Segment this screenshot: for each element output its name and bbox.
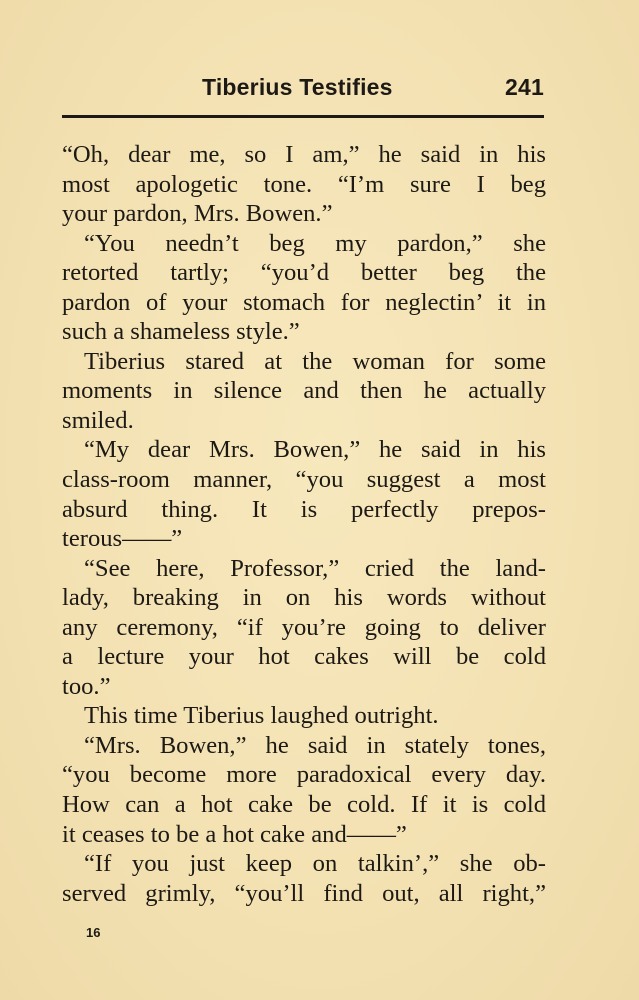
- text-line: any ceremony, “if you’re going to deliver: [62, 613, 546, 641]
- running-head: [62, 72, 544, 108]
- text-line: “Mrs. Bowen,” he said in stately tones,: [84, 731, 546, 759]
- text-line: most apologetic tone. “I’m sure I beg: [62, 170, 546, 198]
- header-rule: [62, 115, 544, 118]
- text-line: pardon of your stomach for neglectin’ it in: [62, 288, 546, 316]
- text-line: smiled.: [62, 406, 134, 434]
- text-line: This time Tiberius laughed outright.: [84, 702, 439, 730]
- text-line: moments in silence and then he actually: [62, 377, 546, 405]
- text-line: your pardon, Mrs. Bowen.”: [62, 200, 333, 228]
- text-line: it ceases to be a hot cake and——”: [62, 820, 407, 848]
- page-number: 241: [505, 74, 544, 100]
- text-line: retorted tartly; “you’d better beg the: [62, 259, 546, 287]
- text-line: absurd thing. It is perfectly prepos-: [62, 495, 546, 523]
- body-text: [62, 140, 546, 908]
- text-line: a lecture your hot cakes will be cold: [62, 643, 546, 671]
- signature-mark: 16: [86, 925, 101, 940]
- text-line: “you become more paradoxical every day.: [62, 761, 546, 789]
- text-line: lady, breaking in on his words without: [62, 584, 546, 612]
- text-line: terous——”: [62, 525, 183, 553]
- text-line: “You needn’t beg my pardon,” she: [84, 229, 546, 257]
- text-line: Tiberius stared at the woman for some: [84, 347, 546, 375]
- text-line: such a shameless style.”: [62, 318, 300, 346]
- text-line: “Oh, dear me, so I am,” he said in his: [62, 141, 546, 168]
- text-line: “My dear Mrs. Bowen,” he said in his: [84, 436, 546, 464]
- text-line: “See here, Professor,” cried the land-: [84, 554, 546, 582]
- text-line: “If you just keep on talkin’,” she ob-: [84, 850, 546, 878]
- text-line: class-room manner, “you suggest a most: [62, 466, 546, 494]
- text-line: served grimly, “you’ll find out, all right,”: [62, 879, 546, 907]
- text-line: How can a hot cake be cold. If it is cold: [62, 791, 546, 819]
- text-line: too.”: [62, 672, 111, 700]
- running-title: Tiberius Testifies: [202, 74, 393, 100]
